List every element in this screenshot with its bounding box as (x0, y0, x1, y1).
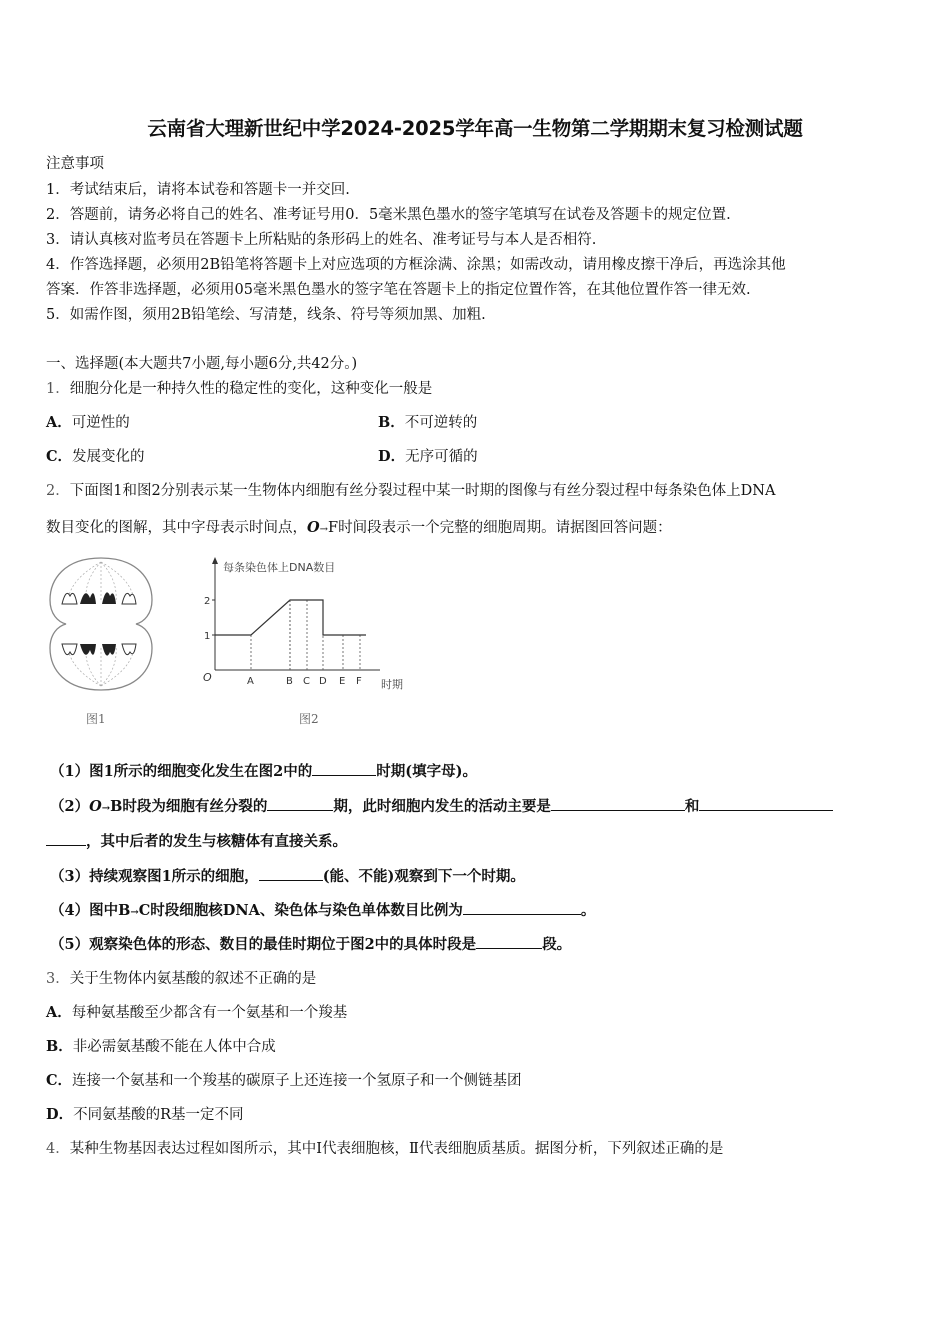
q2-sub4 (50, 899, 595, 920)
x-axis-label: 时期 (381, 678, 403, 691)
question-text: 下面图1和图2分别表示某一生物体内细胞有丝分裂过程中某一时期的图像与有丝分裂过程中每条染色体上DNA (69, 483, 776, 499)
question-text: 数目变化的图解，其中字母表示时间点， (46, 520, 307, 536)
sub-text: （2） (50, 798, 90, 815)
figure-2-chart (195, 555, 415, 700)
q3-option-b (46, 1035, 276, 1056)
sub-text: （1）图1所示的细胞变化发生在图2中的 (50, 763, 313, 780)
question-2-stem-line1 (46, 479, 775, 500)
arrow-symbol: → (130, 907, 139, 918)
q1-option-d (378, 445, 478, 466)
sub-text: （3）持续观察图1所示的细胞， (50, 868, 259, 885)
question-number: 1． (46, 381, 70, 397)
sub-text: 时期(填字母)。 (376, 763, 478, 780)
y-axis-label: 每条染色体上DNA数目 (223, 561, 336, 574)
x-tick-label: E (339, 676, 346, 687)
origin-letter: O (89, 798, 102, 815)
page-title: 云南省大理新世纪中学2024-2025学年高一生物第二学期期末复习检测试题 (147, 117, 803, 140)
option-text: 可逆性的 (71, 415, 130, 431)
notes-heading: 注意事项 (46, 156, 104, 172)
option-label: A． (46, 414, 72, 431)
answer-blank[interactable] (463, 901, 581, 915)
note-item: 5．如需作图，须用2B铅笔绘、写清楚，线条、符号等须加黑、加粗. (46, 307, 486, 323)
answer-blank[interactable] (46, 832, 86, 846)
q1-option-b (378, 411, 477, 432)
note-item: 答案．作答非选择题，必须用05毫米黑色墨水的签字笔在答题卡上的指定位置作答，在其他位置作答一律无效. (46, 282, 751, 298)
option-text: 不可逆转的 (404, 415, 478, 431)
y-tick-label: 2 (204, 596, 211, 607)
sub-text: （4）图中B (50, 902, 131, 919)
y-tick-label: 1 (204, 631, 211, 642)
option-label: B． (46, 1038, 73, 1055)
origin-letter: O (307, 519, 320, 536)
answer-blank[interactable] (699, 797, 833, 811)
answer-blank[interactable] (312, 762, 376, 776)
question-text: 某种生物基因表达过程如图所示，其中Ⅰ代表细胞核，Ⅱ代表细胞质基质。据图分析，下列叙述正确的是 (69, 1141, 724, 1157)
question-number: 4． (46, 1141, 70, 1157)
question-number: 2． (46, 483, 70, 499)
option-text: 不同氨基酸的R基一定不同 (73, 1107, 244, 1123)
option-label: D． (46, 1106, 74, 1123)
section-heading: 一、选择题(本大题共7小题,每小题6分,共42分。) (46, 356, 358, 372)
x-tick-label: A (247, 676, 254, 687)
question-number: 3． (46, 971, 70, 987)
question-text: F时间段表示一个完整的细胞周期。请据图回答问题： (328, 520, 672, 536)
origin-label: O (203, 671, 212, 684)
option-label: B． (378, 414, 405, 431)
q3-option-a (46, 1001, 347, 1022)
q3-option-c (46, 1069, 522, 1090)
sub-text: C时段细胞核DNA、染色体与染色单体数目比例为 (138, 902, 463, 919)
answer-blank[interactable] (551, 797, 685, 811)
arrow-symbol: → (319, 524, 329, 535)
sub-text: 和 (684, 798, 700, 815)
question-1-stem (46, 377, 432, 398)
x-tick-label: D (319, 676, 327, 687)
q1-option-a (46, 411, 130, 432)
sub-text: 段。 (542, 936, 572, 953)
option-text: 无序可循的 (405, 449, 478, 465)
data-series-line (215, 600, 366, 635)
q1-option-c (46, 445, 145, 466)
answer-blank[interactable] (259, 867, 323, 881)
option-label: D． (378, 448, 406, 465)
figure-1-caption: 图1 (86, 712, 106, 726)
figure-1-cell-diagram (44, 550, 159, 698)
figure-2-caption: 图2 (299, 712, 319, 726)
option-label: C． (46, 1072, 73, 1089)
question-2-stem-line2 (46, 516, 672, 537)
answer-blank[interactable] (476, 935, 542, 949)
question-3-stem (46, 967, 316, 988)
q3-option-d (46, 1103, 244, 1124)
option-text: 非必需氨基酸不能在人体中合成 (72, 1039, 276, 1055)
option-label: A． (46, 1004, 72, 1021)
q2-sub1 (50, 760, 477, 781)
sub-text: (能、不能)观察到下一个时期。 (322, 868, 525, 885)
question-4-stem (46, 1137, 723, 1158)
q2-sub5 (50, 933, 571, 954)
sub-text: B时段为细胞有丝分裂的 (110, 798, 268, 815)
note-item: 1．考试结束后，请将本试卷和答题卡一并交回. (46, 182, 350, 198)
option-text: 每种氨基酸至少都含有一个氨基和一个羧基 (71, 1005, 348, 1021)
question-text: 细胞分化是一种持久性的稳定性的变化，这种变化一般是 (69, 381, 433, 397)
q2-sub2-cont (46, 830, 347, 851)
note-item: 3．请认真核对监考员在答题卡上所粘贴的条形码上的姓名、准考证号与本人是否相符. (46, 232, 597, 248)
question-text: 关于生物体内氨基酸的叙述不正确的是 (69, 971, 317, 987)
y-axis-arrow-icon (212, 557, 218, 564)
x-tick-label: C (303, 676, 310, 687)
arrow-symbol: → (101, 803, 111, 814)
answer-blank[interactable] (267, 797, 333, 811)
option-text: 发展变化的 (72, 449, 145, 465)
q2-sub2 (50, 795, 833, 816)
x-tick-label: B (286, 676, 293, 687)
x-tick-label: F (356, 676, 362, 687)
sub-text: 。 (580, 902, 596, 919)
note-item: 4．作答选择题，必须用2B铅笔将答题卡上对应选项的方框涂满、涂黑；如需改动，请用橡皮擦干净后，再选涂其他 (46, 257, 786, 273)
sub-text: （5）观察染色体的形态、数目的最佳时期位于图2中的具体时段是 (50, 936, 477, 953)
option-label: C． (46, 448, 73, 465)
q2-sub3 (50, 865, 525, 886)
option-text: 连接一个氨基和一个羧基的碳原子上还连接一个氢原子和一个侧链基团 (72, 1073, 522, 1089)
note-item: 2．答题前，请务必将自己的姓名、准考证号用0．5毫米黑色墨水的签字笔填写在试卷及答题卡的规定位置. (46, 207, 731, 223)
sub-text: 期，此时细胞内发生的活动主要是 (333, 798, 551, 815)
sub-text: ，其中后者的发生与核糖体有直接关系。 (86, 833, 347, 850)
